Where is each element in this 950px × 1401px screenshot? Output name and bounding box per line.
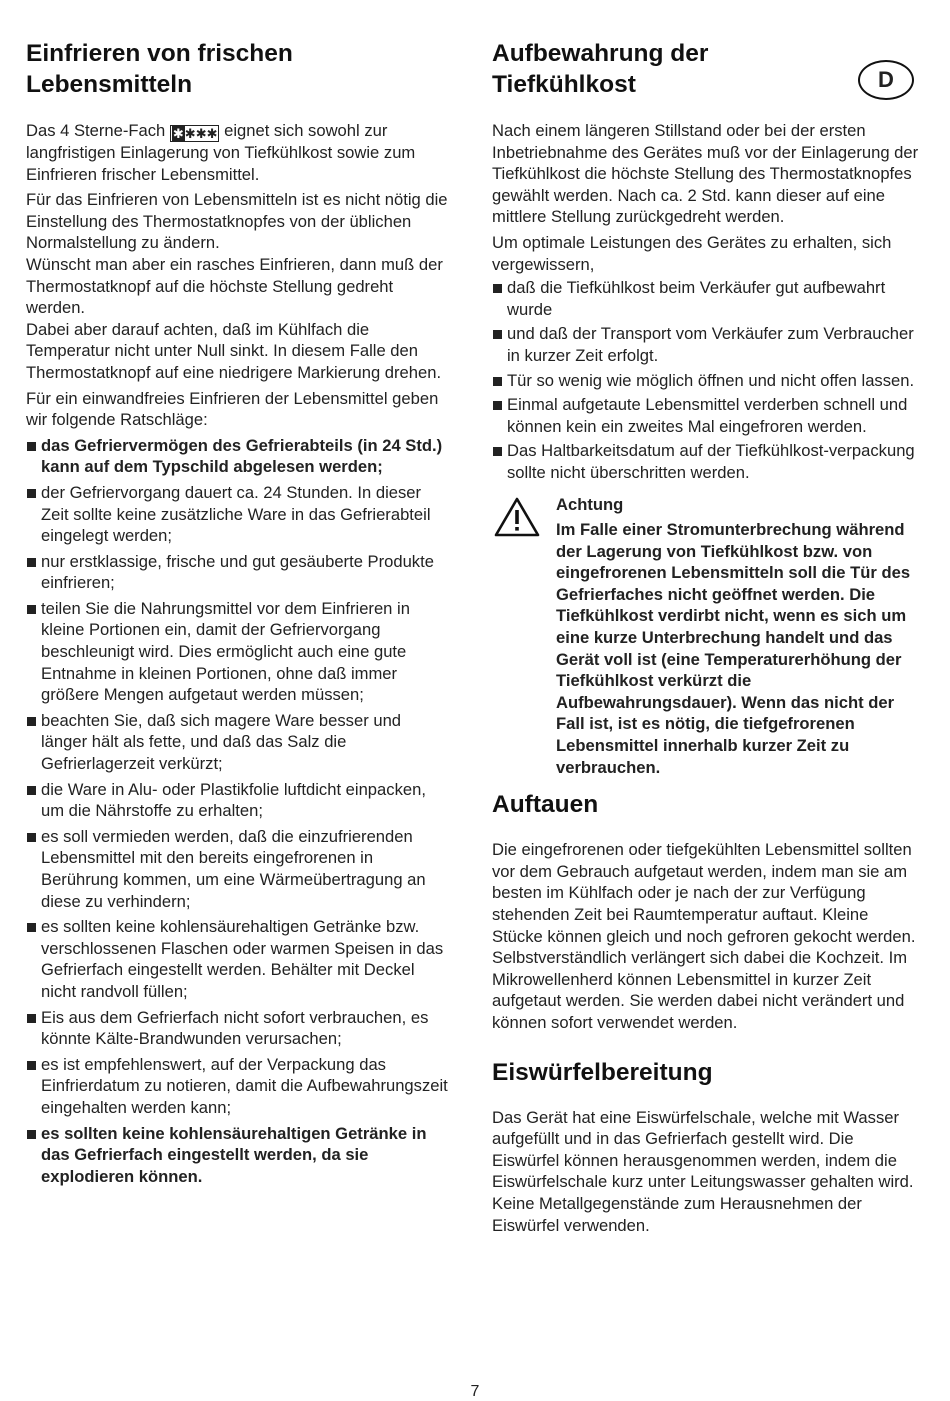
left-column bbox=[26, 38, 451, 1187]
paragraph-rasches-einfrieren: Wünscht man aber ein rasches Einfrieren, dann muß der Thermostatknopf auf die höchste Stellung gedreht werden. bbox=[26, 254, 443, 318]
list-item: der Gefriervorgang dauert ca. 24 Stunden. In dieser Zeit sollte keine zusätzliche Ware in das Gefrierabteil eingelegt werden; bbox=[26, 482, 451, 547]
right-column bbox=[492, 38, 920, 1236]
list-item: Eis aus dem Gefrierfach nicht sofort verbrauchen, es könnte Kälte-Brandwunden verursachen; bbox=[26, 1007, 451, 1050]
warning-text: Im Falle einer Stromunterbrechung während der Lagerung von Tiefkühlkost bzw. von eingefrorenen Lebensmitteln soll die Tür des Gefrierfaches nicht geöffnet werden. Die Tiefkühlkost verdirbt nicht, wenn es sich um eine kurze Unterbrechung handelt und das Gerät voll ist (eine Temperaturerhöhung der Tiefkühlkost verkürzt die Aufbewahrungsdauer). Wenn das nicht der Fall ist, ist es nötig, die tiefgefrorenen Lebensmittel innerhalb kurzer Zeit zu verbrauchen. bbox=[556, 520, 911, 777]
list-item: beachten Sie, daß sich magere Ware besser und länger hält als fette, und daß das Salz die Gefrierlagerzeit verkürzt; bbox=[26, 710, 451, 775]
paragraph-ratschlaege: Für ein einwandfreies Einfrieren der Lebensmittel geben wir folgende Ratschläge: bbox=[26, 388, 439, 430]
advice-list bbox=[26, 435, 451, 1188]
warning-title: Achtung bbox=[556, 494, 624, 514]
list-item: Tür so wenig wie möglich öffnen und nicht offen lassen. bbox=[492, 370, 920, 392]
storage-list bbox=[492, 277, 920, 483]
list-item: und daß der Transport vom Verkäufer zum Verbraucher in kurzer Zeit erfolgt. bbox=[492, 323, 920, 366]
four-star-freezer-icon: ✱✱✱✱ bbox=[170, 125, 220, 142]
page-number: 7 bbox=[470, 1383, 480, 1400]
intro-text-before: Das 4 Sterne-Fach bbox=[26, 121, 166, 140]
list-item: es sollten keine kohlensäurehaltigen Getränke bzw. verschlossenen Flaschen oder warmen Speisen in das Gefrierfach eingestellt werden. Behälter mit Deckel nicht randvoll füllen; bbox=[26, 916, 451, 1002]
list-item: das Gefriervermögen des Gefrierabteils (in 24 Std.) kann auf dem Typschild abgelesen werden; bbox=[26, 435, 451, 478]
intro-text-after: eignet sich sowohl zur langfristigen Einlagerung von Tiefkühlkost sowie zum Einfrieren frischer Lebensmittel. bbox=[26, 121, 416, 184]
list-item: daß die Tiefkühlkost beim Verkäufer gut aufbewahrt wurde bbox=[492, 277, 920, 320]
list-item: es sollten keine kohlensäurehaltigen Getränke in das Gefrierfach eingestellt werden, da sie explodieren können. bbox=[26, 1123, 451, 1188]
paragraph-kuehlfach-temperatur: Dabei aber darauf achten, daß im Kühlfach die Temperatur nicht unter Null sinkt. In diesem Falle den Thermostatknopf auf eine niedrigere Markierung drehen. bbox=[26, 319, 442, 382]
heading-einfrieren: Einfrieren von frischen Lebensmitteln bbox=[26, 40, 293, 98]
list-item: Einmal aufgetaute Lebensmittel verderben schnell und können kein ein zweites Mal eingefroren werden. bbox=[492, 394, 920, 437]
list-item: es soll vermieden werden, daß die einzufrierenden Lebensmittel mit den bereits eingefrorenen in Berührung kommen, um eine Wärmeübertragung an diese zu verhindern; bbox=[26, 826, 451, 912]
language-badge: D bbox=[858, 60, 914, 100]
list-item: nur erstklassige, frische und gut gesäuberte Produkte einfrieren; bbox=[26, 551, 451, 594]
paragraph-normalstellung: Für das Einfrieren von Lebensmitteln ist es nicht nötig die Einstellung des Thermostatknopfes von der üblichen Normalstellung zu ändern. bbox=[26, 190, 448, 253]
list-item: Das Haltbarkeitsdatum auf der Tiefkühlkost-verpackung sollte nicht überschritten werden. bbox=[492, 440, 920, 483]
paragraph-eiswuerfel: Das Gerät hat eine Eiswürfelschale, welche mit Wasser aufgefüllt und in das Gefrierfach gestellt wird. Die Eiswürfel können herausgenommen werden, indem die Eiswürfelschale kurz unter Leitungswasser gehalten wird. Keine Metallgegenstände zum Herausnehmen der Eiswürfel verwenden. bbox=[492, 1107, 914, 1235]
paragraph-optimale-leistungen: Um optimale Leistungen des Gerätes zu erhalten, sich vergewissern, bbox=[492, 232, 892, 274]
paragraph-stillstand: Nach einem längeren Stillstand oder bei der ersten Inbetriebnahme des Gerätes muß vor der Einlagerung der Tiefkühlkost die höchste Stellung des Thermostatknopfes gewählt werden. Nach ca. 2 Std. kann dieser auf eine mittlere Stellung zurückgedreht werden. bbox=[492, 121, 919, 227]
warning-block bbox=[492, 494, 920, 779]
list-item: es ist empfehlenswert, auf der Verpackung das Einfrierdatum zu notieren, damit die Aufbewahrungszeit eingehalten werden kann; bbox=[26, 1054, 451, 1119]
heading-auftauen: Auftauen bbox=[492, 791, 599, 819]
heading-eiswuerfel: Eiswürfelbereitung bbox=[492, 1058, 713, 1086]
list-item: teilen Sie die Nahrungsmittel vor dem Einfrieren in kleine Portionen ein, damit der Gefriervorgang beschleunigt wird. Dies ermöglicht auch eine gute Entnahme in kleinen Portionen, ohne daß immer größere Mengen aufgetaut werden müssen; bbox=[26, 598, 451, 706]
list-item: die Ware in Alu- oder Plastikfolie luftdicht einpacken, um die Nährstoffe zu erhalten; bbox=[26, 779, 451, 822]
heading-aufbewahrung: Aufbewahrung der Tiefkühlkost bbox=[492, 40, 709, 98]
paragraph-auftauen: Die eingefrorenen oder tiefgekühlten Lebensmittel sollten vor dem Gebrauch aufgetaut werden, indem man sie am besten im Kühlfach oder je nach der zur Verfügung stehenden Zeit bei Raumtemperatur auftaut. Kleine Stücke können gleich und noch gefroren gekocht werden. Selbstverständlich verlängert sich dabei die Kochzeit. Im Mikrowellenherd können Lebensmittel in kurzer Zeit aufgetaut werden. Sie werden dabei nicht verändert und können sofort verwendet werden. bbox=[492, 840, 916, 1032]
intro-paragraph bbox=[26, 120, 451, 185]
warning-triangle-icon bbox=[494, 496, 540, 538]
